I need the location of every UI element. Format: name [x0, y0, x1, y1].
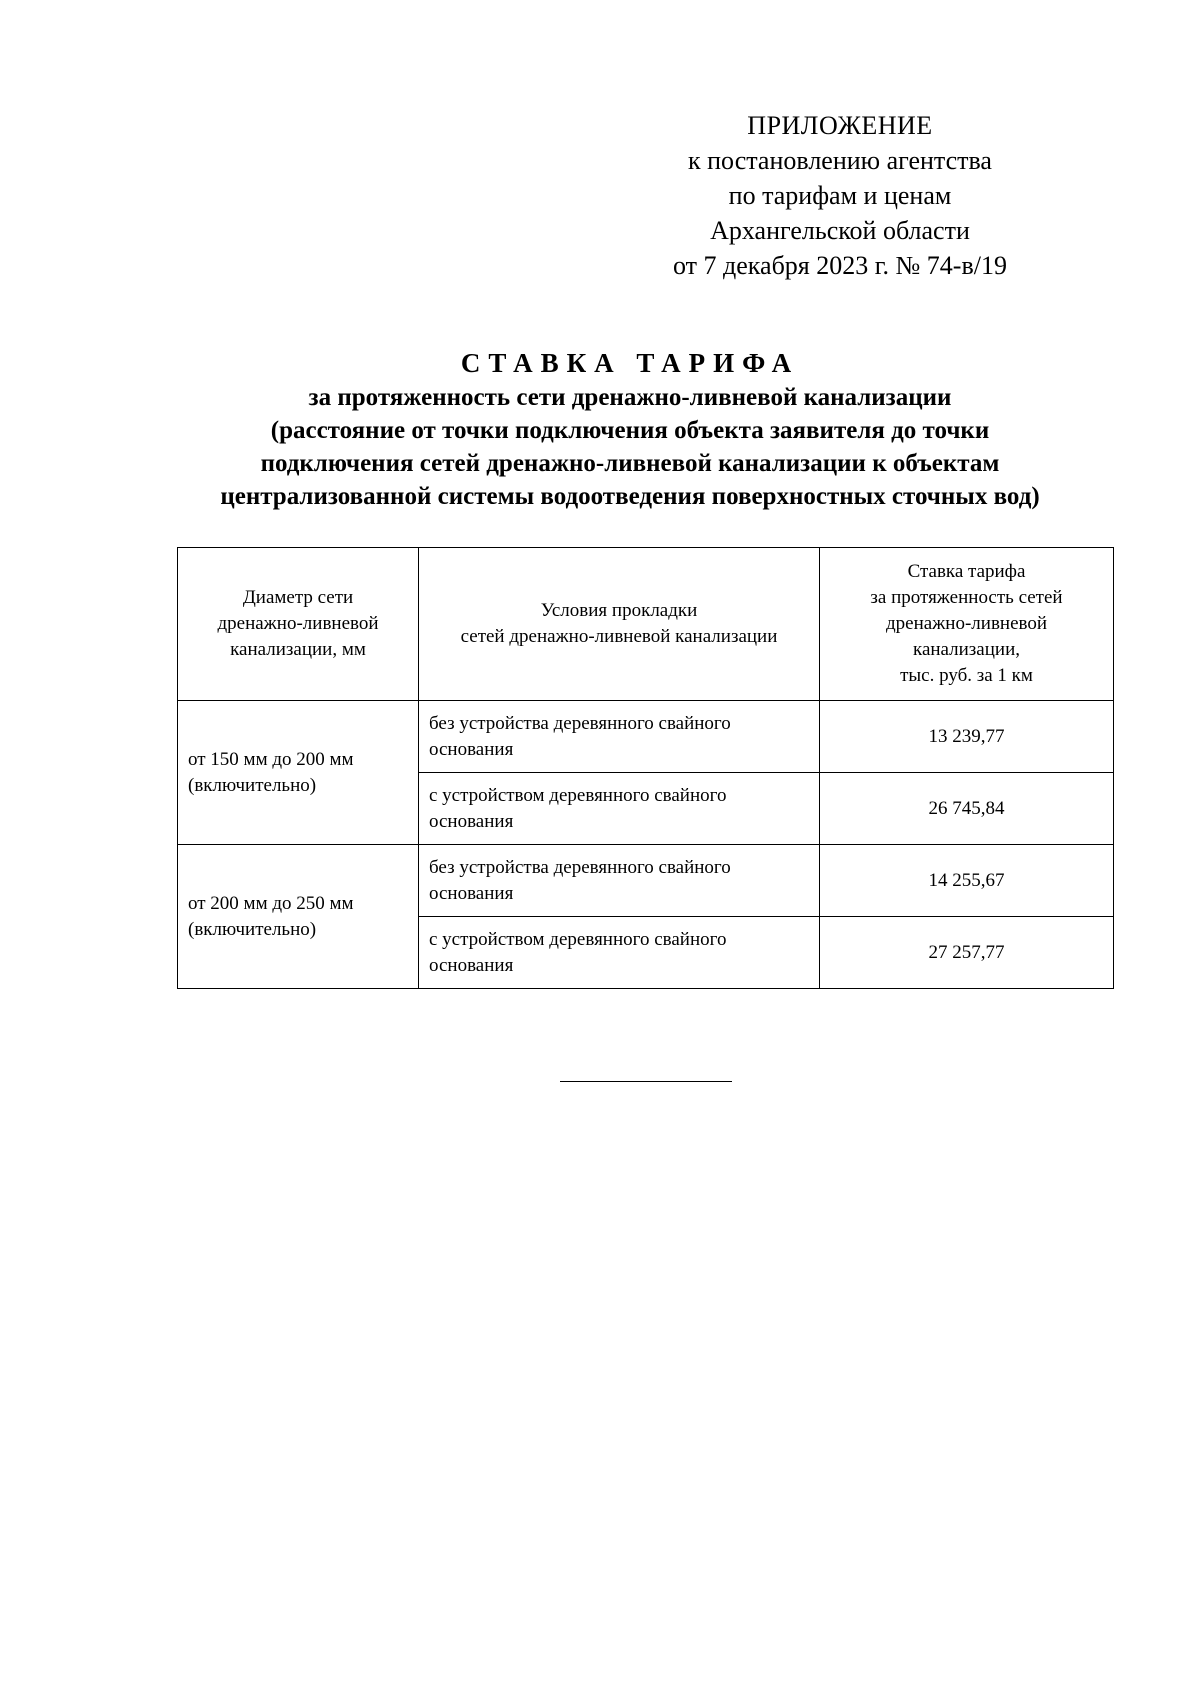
condition-line: с устройством деревянного свайного [429, 784, 727, 806]
tariff-table [177, 547, 1114, 989]
condition-cell [419, 773, 820, 845]
appendix-title: ПРИЛОЖЕНИЕ [747, 111, 933, 140]
appendix-line: Архангельской области [710, 216, 970, 245]
condition-cell [419, 845, 820, 917]
subtitle-line: за протяженность сети дренажно-ливневой канализации [308, 384, 952, 411]
header-conditions [419, 548, 820, 701]
diameter-line: (включительно) [188, 774, 317, 796]
table-row [178, 701, 1114, 773]
appendix-block [630, 108, 1050, 283]
condition-line: с устройством деревянного свайного [429, 928, 727, 950]
condition-line: основания [429, 810, 514, 832]
condition-line: основания [429, 738, 514, 760]
header-diameter [178, 548, 419, 701]
subtitle-line: подключения сетей дренажно-ливневой канализации к объектам [260, 450, 1000, 477]
header-line: дренажно-ливневой [217, 613, 379, 634]
appendix-line: от 7 декабря 2023 г. № 74-в/19 [673, 251, 1007, 280]
header-line: канализации, мм [230, 639, 366, 660]
table-row [178, 845, 1114, 917]
rate-cell: 14 255,67 [820, 845, 1114, 917]
rate-cell: 27 257,77 [820, 917, 1114, 989]
table-header-row [178, 548, 1114, 701]
document-heading [150, 345, 1110, 513]
rate-cell: 13 239,77 [820, 701, 1114, 773]
subtitle-line: (расстояние от точки подключения объекта заявителя до точки [270, 417, 990, 444]
header-line: за протяженность сетей [870, 587, 1063, 608]
header-line: Условия прокладки [540, 600, 698, 621]
header-line: тыс. руб. за 1 км [900, 665, 1033, 686]
diameter-line: от 150 мм до 200 мм [188, 748, 354, 770]
header-line: дренажно-ливневой [885, 613, 1048, 634]
diameter-line: (включительно) [188, 918, 317, 940]
condition-line: без устройства деревянного свайного [429, 712, 731, 734]
rate-cell: 26 745,84 [820, 773, 1114, 845]
subtitle-line: централизованной системы водоотведения поверхностных сточных вод) [220, 483, 1040, 510]
header-line: сетей дренажно-ливневой канализации [460, 626, 778, 647]
diameter-cell [178, 701, 419, 845]
condition-cell [419, 701, 820, 773]
condition-line: основания [429, 954, 514, 976]
header-line: Диаметр сети [242, 587, 354, 608]
diameter-cell [178, 845, 419, 989]
condition-line: основания [429, 882, 514, 904]
end-divider [560, 1081, 732, 1082]
appendix-line: по тарифам и ценам [728, 181, 952, 210]
document-title: СТАВКА ТАРИФА [460, 348, 800, 378]
diameter-line: от 200 мм до 250 мм [188, 892, 354, 914]
condition-cell [419, 917, 820, 989]
header-line: канализации, [913, 639, 1020, 660]
header-line: Ставка тарифа [907, 561, 1026, 582]
appendix-line: к постановлению агентства [688, 146, 992, 175]
header-rate [820, 548, 1114, 701]
condition-line: без устройства деревянного свайного [429, 856, 731, 878]
